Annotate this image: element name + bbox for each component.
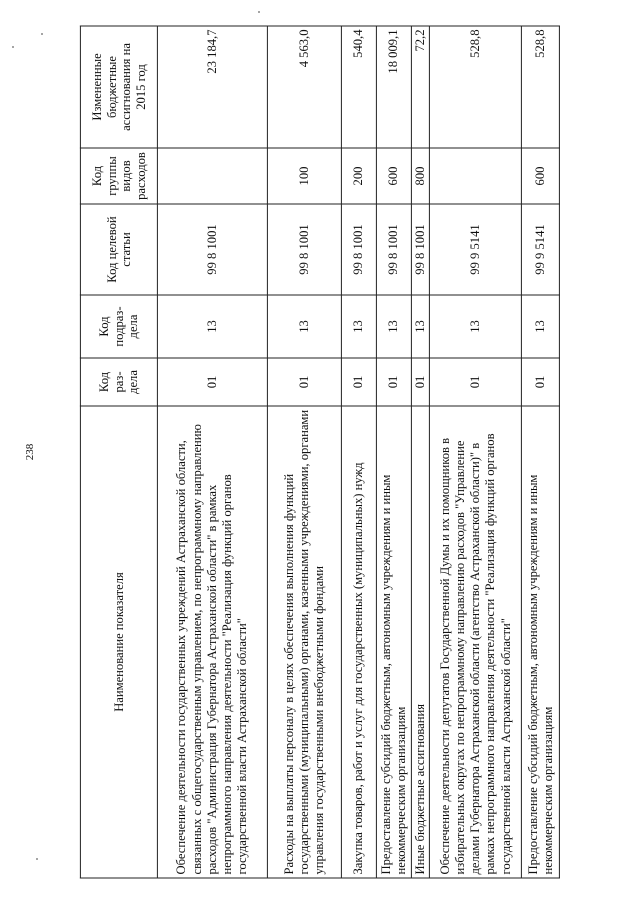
- table-row: [267, 26, 341, 878]
- table-row: [341, 26, 376, 878]
- row-razdel: 01: [267, 358, 341, 406]
- row-name: Предоставление субсидий бюджетным, автономным учреждениям и иным некоммерческим организациям: [376, 406, 411, 878]
- row-statya: 99 8 1001: [157, 204, 267, 295]
- row-vid: 800: [411, 148, 429, 204]
- scan-speck: [12, 46, 14, 48]
- row-vid: 100: [267, 148, 341, 204]
- row-podrazdel: 13: [430, 295, 522, 358]
- row-podrazdel: 13: [411, 295, 429, 358]
- row-amount: 4 563,0: [267, 26, 341, 148]
- scan-speck: [258, 11, 260, 13]
- row-statya: 99 8 1001: [341, 204, 376, 295]
- row-podrazdel: 13: [267, 295, 341, 358]
- row-name: Иные бюджетные ассигнования: [411, 406, 429, 878]
- header-statya: Код целевой статьи: [80, 204, 157, 295]
- page-number: 238: [24, 443, 36, 461]
- row-amount: 23 184,7: [157, 26, 267, 148]
- scan-speck: [41, 33, 43, 35]
- row-statya: 99 9 5141: [430, 204, 522, 295]
- row-razdel: 01: [522, 358, 560, 406]
- row-name: Расходы на выплаты персоналу в целях обеспечения выполнения функций государственными (муниципальными) органами, казенными учреждениями, органами управления государственными внебюджетными фондами: [267, 406, 341, 878]
- row-vid: 600: [376, 148, 411, 204]
- row-podrazdel: 13: [376, 295, 411, 358]
- budget-table: [80, 26, 560, 879]
- table-row: [376, 26, 411, 878]
- row-statya: 99 8 1001: [267, 204, 341, 295]
- row-vid: 200: [341, 148, 376, 204]
- table-row: [157, 26, 267, 878]
- row-vid: [430, 148, 522, 204]
- row-razdel: 01: [341, 358, 376, 406]
- row-amount: 528,8: [430, 26, 522, 148]
- row-statya: 99 9 5141: [522, 204, 560, 295]
- row-name: Обеспечение деятельности депутатов Государственной Думы и их помощников в избирательных округах по непрограммному направлению расходов "Управление делами Губернатора Астраханской области (агентство Астраханской области)" в рамках непрограммного направления деятельности "Реализация функций органов государственной власти Астраханской области": [430, 406, 522, 878]
- row-razdel: 01: [157, 358, 267, 406]
- header-name: Наименование показателя: [80, 406, 157, 878]
- header-razdel: Код раз-дела: [80, 358, 157, 406]
- table-row: [430, 26, 522, 878]
- row-podrazdel: 13: [522, 295, 560, 358]
- row-vid: [157, 148, 267, 204]
- row-amount: 72,2: [411, 26, 429, 148]
- scan-speck: [36, 858, 38, 860]
- row-podrazdel: 13: [341, 295, 376, 358]
- row-name: Предоставление субсидий бюджетным, автономным учреждениям и иным некоммерческим организациям: [522, 406, 560, 878]
- row-name: Обеспечение деятельности государственных учреждений Астраханской области, связанных с общегосударственным управлением, по непрограммному направлению расходов "Администрация Губернатора Астраханской области" в рамках непрограммного направления деятельности "Реализация функций органов государственной власти Астраханской области": [157, 406, 267, 878]
- row-amount: 528,8: [522, 26, 560, 148]
- row-amount: 18 009,1: [376, 26, 411, 148]
- table-row: [522, 26, 560, 878]
- row-vid: 600: [522, 148, 560, 204]
- row-podrazdel: 13: [157, 295, 267, 358]
- header-amount: Измененные бюджетные ассигнования на 2015 год: [80, 26, 157, 148]
- row-razdel: 01: [376, 358, 411, 406]
- table-header-row: [80, 26, 157, 878]
- row-statya: 99 8 1001: [376, 204, 411, 295]
- row-razdel: 01: [430, 358, 522, 406]
- row-razdel: 01: [411, 358, 429, 406]
- row-name: Закупка товаров, работ и услуг для государственных (муниципальных) нужд: [341, 406, 376, 878]
- header-vid: Код группы видов расходов: [80, 148, 157, 204]
- row-statya: 99 8 1001: [411, 204, 429, 295]
- table-row: [411, 26, 429, 878]
- row-amount: 540,4: [341, 26, 376, 148]
- header-podrazdel: Код подраз-дела: [80, 295, 157, 358]
